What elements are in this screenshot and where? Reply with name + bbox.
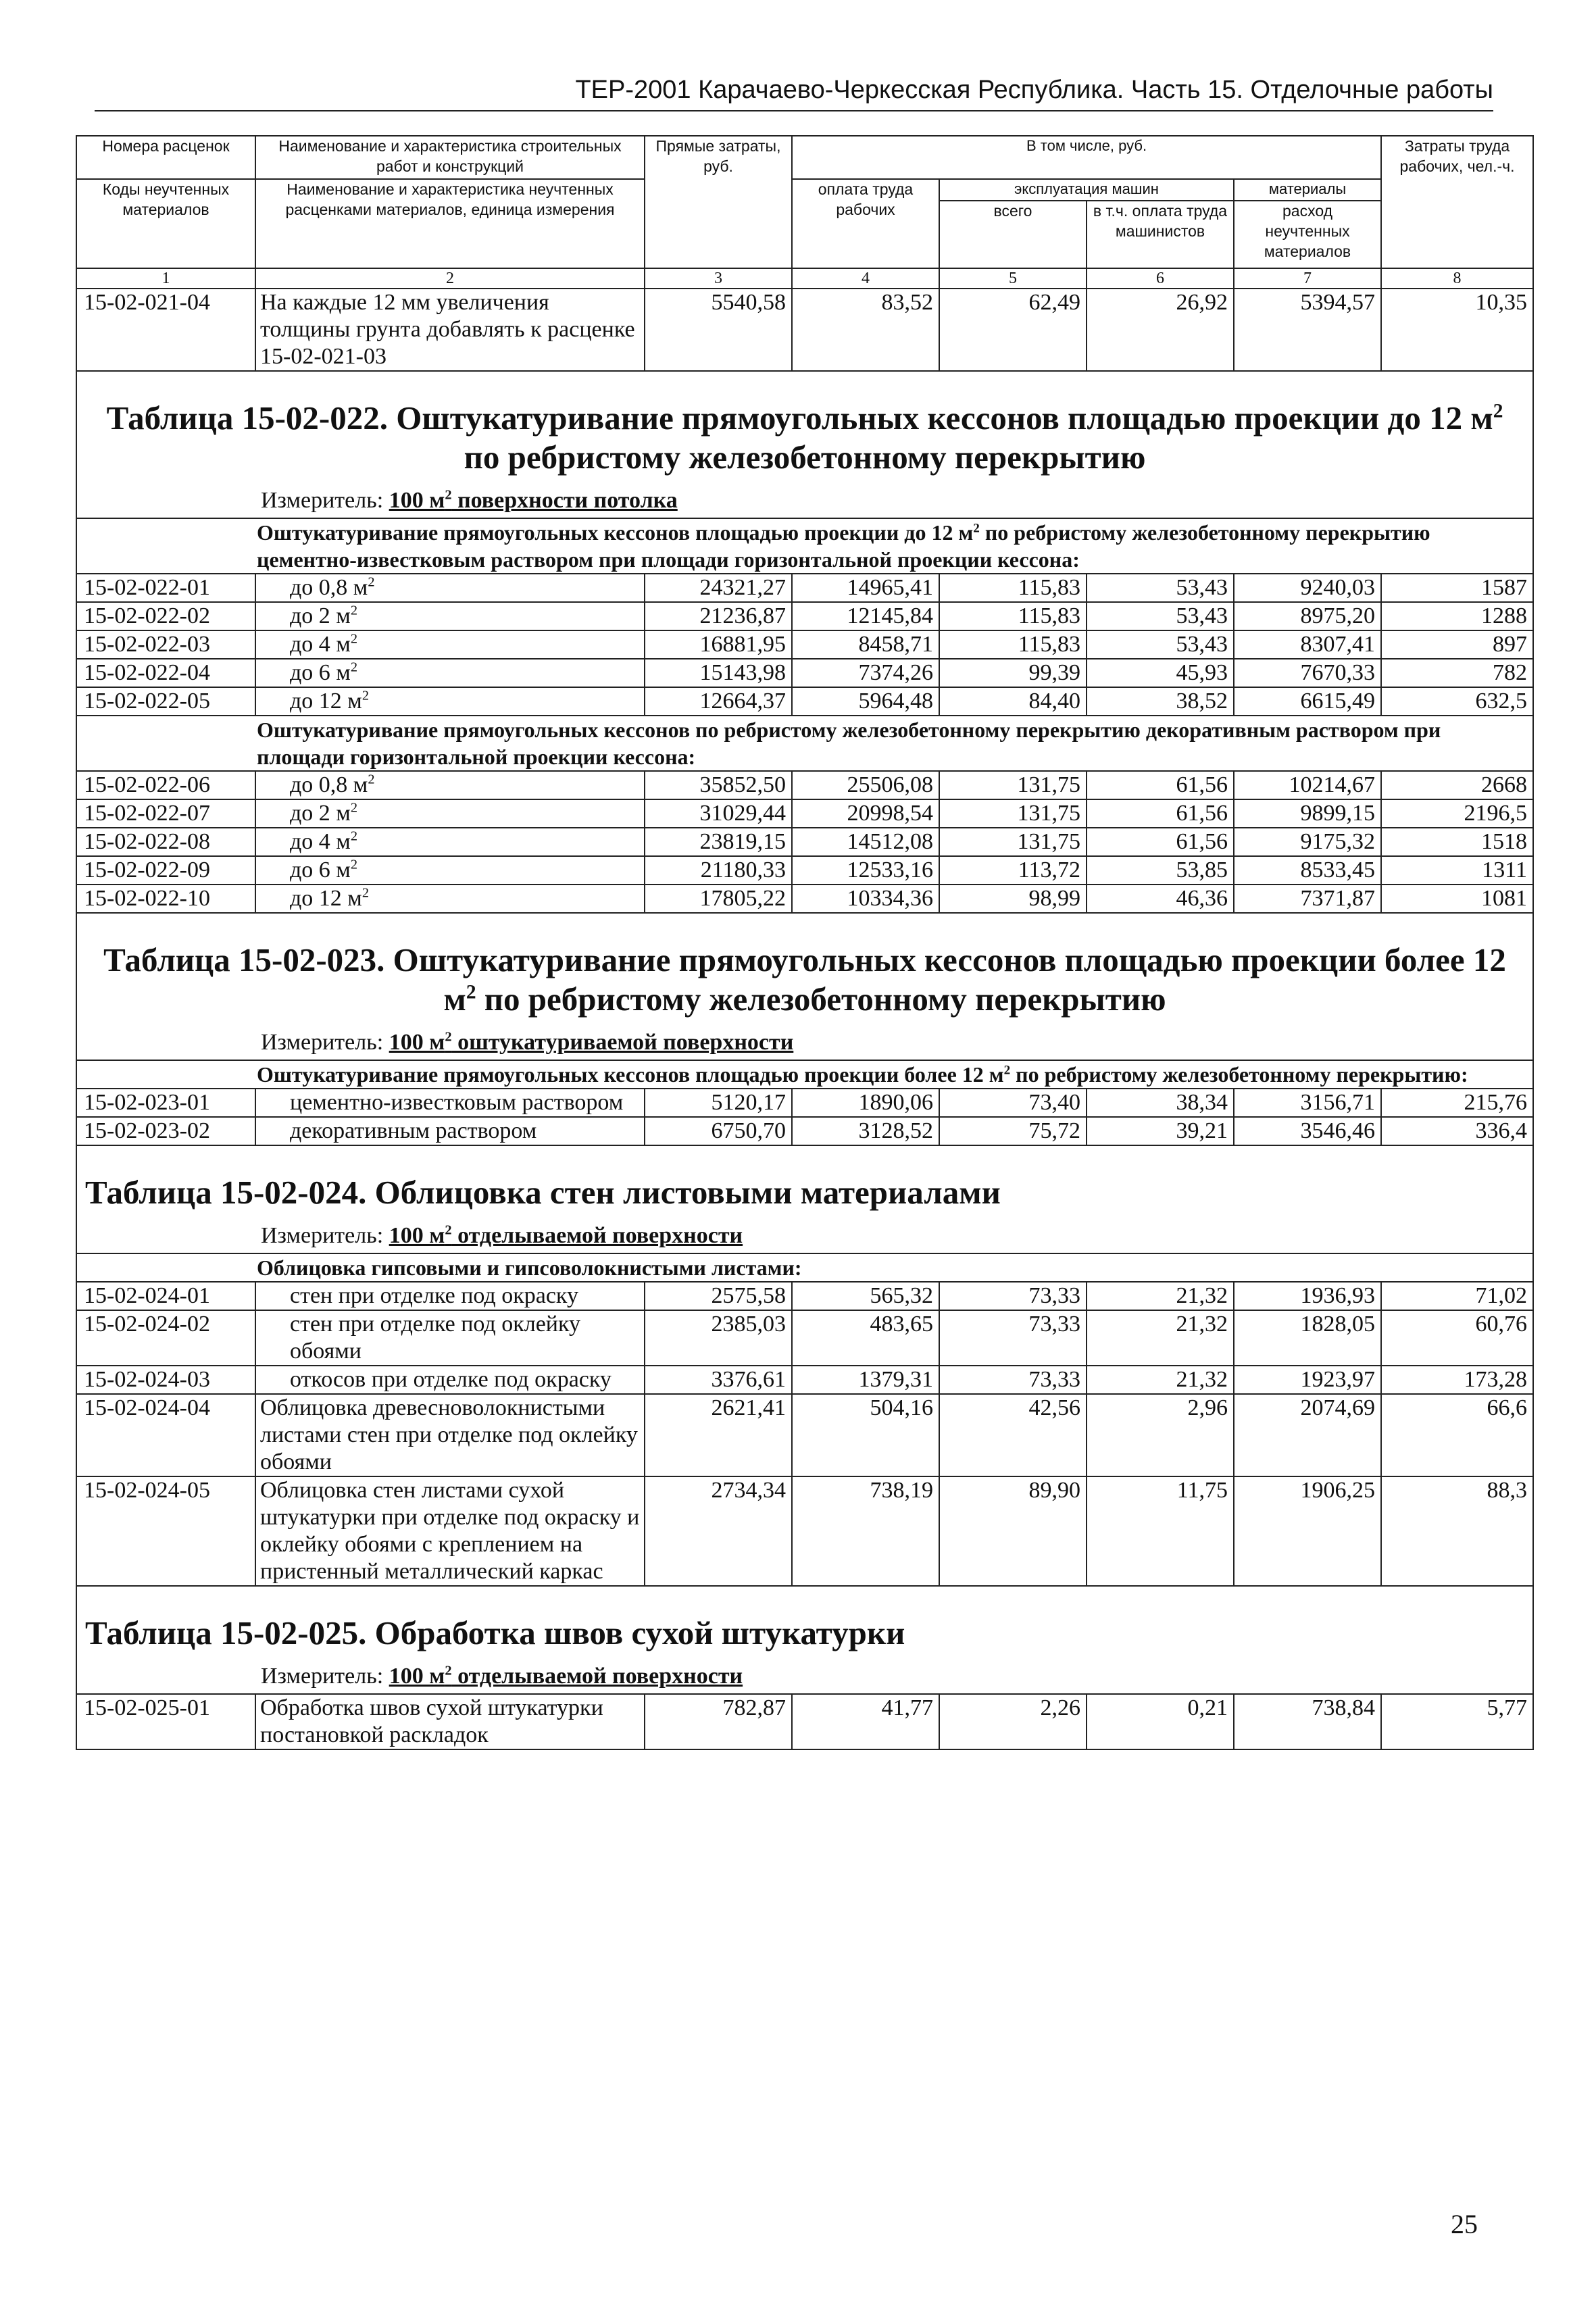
rate-code: 15-02-025-01 xyxy=(76,1694,255,1749)
section-heading-row xyxy=(76,518,1533,574)
rate-code: 15-02-024-02 xyxy=(76,1310,255,1366)
wages: 1379,31 xyxy=(792,1366,939,1394)
col-codes-header: Номера расценок xyxy=(76,136,255,179)
machines-total: 115,83 xyxy=(939,602,1087,630)
machines-wages: 38,52 xyxy=(1087,687,1234,716)
table-title: Таблица 15-02-023. Оштукатуривание прямоугольных кессонов площадью проекции более 12 $м^2$ по ребристому железобетонному перекрытию xyxy=(103,941,1506,1018)
wages: 14512,08 xyxy=(792,828,939,856)
rate-code: 15-02-022-07 xyxy=(76,799,255,828)
labor: 1081 xyxy=(1381,885,1533,913)
rate-code: 15-02-022-09 xyxy=(76,856,255,885)
machines-total: 115,83 xyxy=(939,630,1087,659)
table-title-row xyxy=(76,371,1533,518)
rate-code: 15-02-024-04 xyxy=(76,1394,255,1476)
materials: 1923,97 xyxy=(1234,1366,1381,1394)
labor: 1288 xyxy=(1381,602,1533,630)
col-num: 1 xyxy=(76,268,255,289)
rate-code: 15-02-023-01 xyxy=(76,1089,255,1117)
machines-wages: 61,56 xyxy=(1087,799,1234,828)
rate-name: до 12 $м^2$ xyxy=(255,885,645,913)
table-title-cell xyxy=(76,1586,1533,1694)
labor: 897 xyxy=(1381,630,1533,659)
rate-code: 15-02-022-02 xyxy=(76,602,255,630)
table-row xyxy=(76,1089,1533,1117)
rate-code: 15-02-022-01 xyxy=(76,574,255,602)
labor: 71,02 xyxy=(1381,1282,1533,1310)
machines-wages: 39,21 xyxy=(1087,1117,1234,1145)
direct-costs: 2385,03 xyxy=(645,1310,792,1366)
rate-name: до 6 $м^2$ xyxy=(255,856,645,885)
direct-costs: 35852,50 xyxy=(645,771,792,799)
table-row xyxy=(76,1476,1533,1586)
machines-wages: 26,92 xyxy=(1087,289,1234,371)
table-title-row xyxy=(76,1145,1533,1253)
machines-total: 115,83 xyxy=(939,574,1087,602)
section-heading: Оштукатуривание прямоугольных кессонов по ребристому железобетонному перекрытию декоративным раствором при площади горизонтальной проекции кессона: xyxy=(76,716,1533,771)
direct-costs: 5120,17 xyxy=(645,1089,792,1117)
table-row xyxy=(76,828,1533,856)
section-heading: Оштукатуривание прямоугольных кессонов площадью проекции до 12 $м^2$ по ребристому железобетонному перекрытию цементно-известковым раствором при площади горизонтальной проекции кессона: xyxy=(76,518,1533,574)
wages: 8458,71 xyxy=(792,630,939,659)
col-materials-codes-header: Коды неучтенных материалов xyxy=(76,179,255,268)
wages: 14965,41 xyxy=(792,574,939,602)
direct-costs: 2575,58 xyxy=(645,1282,792,1310)
wages: 41,77 xyxy=(792,1694,939,1749)
rate-code: 15-02-024-03 xyxy=(76,1366,255,1394)
direct-costs: 12664,37 xyxy=(645,687,792,716)
col-labor-header: Затраты труда рабочих, чел.-ч. xyxy=(1381,136,1533,268)
col-num: 6 xyxy=(1087,268,1234,289)
machines-wages: 0,21 xyxy=(1087,1694,1234,1749)
direct-costs: 31029,44 xyxy=(645,799,792,828)
col-materials-sub-header: расход неучтенных материалов xyxy=(1234,201,1381,268)
table-title: Таблица 15-02-024. Облицовка стен листовыми материалами xyxy=(85,1174,1001,1211)
machines-wages: 53,85 xyxy=(1087,856,1234,885)
rate-name: Обработка швов сухой штукатурки постановкой раскладок xyxy=(255,1694,645,1749)
machines-total: 73,33 xyxy=(939,1310,1087,1366)
table-title-cell xyxy=(76,1145,1533,1253)
rate-name: стен при отделке под окраску xyxy=(255,1282,645,1310)
rate-name: стен при отделке под оклейку обоями xyxy=(255,1310,645,1366)
direct-costs: 6750,70 xyxy=(645,1117,792,1145)
table-row xyxy=(76,289,1533,371)
rate-code: 15-02-022-06 xyxy=(76,771,255,799)
rate-name: до 0,8 $м^2$ xyxy=(255,574,645,602)
wages: 83,52 xyxy=(792,289,939,371)
machines-total: 73,33 xyxy=(939,1282,1087,1310)
rate-name: до 4 $м^2$ xyxy=(255,630,645,659)
measure-label: Измеритель: xyxy=(261,1223,389,1248)
direct-costs: 15143,98 xyxy=(645,659,792,687)
labor: 1311 xyxy=(1381,856,1533,885)
materials: 10214,67 xyxy=(1234,771,1381,799)
table-row xyxy=(76,1310,1533,1366)
machines-total: 131,75 xyxy=(939,799,1087,828)
measure-label: Измеритель: xyxy=(261,488,389,513)
wages: 3128,52 xyxy=(792,1117,939,1145)
labor: 88,3 xyxy=(1381,1476,1533,1586)
rate-code: 15-02-021-04 xyxy=(76,289,255,371)
wages: 1890,06 xyxy=(792,1089,939,1117)
rate-name: Облицовка древесноволокнистыми листами стен при отделке под оклейку обоями xyxy=(255,1394,645,1476)
machines-total: 42,56 xyxy=(939,1394,1087,1476)
rates-table xyxy=(76,135,1534,1750)
col-name-header: Наименование и характеристика строительных работ и конструкций xyxy=(255,136,645,179)
direct-costs: 16881,95 xyxy=(645,630,792,659)
col-num: 7 xyxy=(1234,268,1381,289)
rate-code: 15-02-022-05 xyxy=(76,687,255,716)
labor: 10,35 xyxy=(1381,289,1533,371)
col-num: 8 xyxy=(1381,268,1533,289)
col-num: 2 xyxy=(255,268,645,289)
wages: 10334,36 xyxy=(792,885,939,913)
measure-line xyxy=(81,1222,1528,1253)
direct-costs: 2734,34 xyxy=(645,1476,792,1586)
direct-costs: 17805,22 xyxy=(645,885,792,913)
direct-costs: 21180,33 xyxy=(645,856,792,885)
measure-value: 100 $м^2$ отделываемой поверхности xyxy=(389,1222,743,1248)
machines-total: 73,40 xyxy=(939,1089,1087,1117)
table-row xyxy=(76,574,1533,602)
direct-costs: 23819,15 xyxy=(645,828,792,856)
labor: 1518 xyxy=(1381,828,1533,856)
table-title-cell xyxy=(76,371,1533,518)
measure-value: 100 $м^2$ отделываемой поверхности xyxy=(389,1663,743,1689)
col-materials-header: материалы xyxy=(1234,179,1381,201)
rate-name: до 4 $м^2$ xyxy=(255,828,645,856)
machines-wages: 11,75 xyxy=(1087,1476,1234,1586)
table-title: Таблица 15-02-025. Обработка швов сухой штукатурки xyxy=(85,1614,905,1651)
rate-code: 15-02-022-03 xyxy=(76,630,255,659)
machines-wages: 46,36 xyxy=(1087,885,1234,913)
col-machines-wages-header: в т.ч. оплата труда машинистов xyxy=(1087,201,1234,268)
machines-total: 62,49 xyxy=(939,289,1087,371)
measure-line xyxy=(81,1028,1528,1060)
table-title: Таблица 15-02-022. Оштукатуривание прямоугольных кессонов площадью проекции до 12 $м^2$ по ребристому железобетонному перекрытию xyxy=(106,399,1503,476)
machines-total: 89,90 xyxy=(939,1476,1087,1586)
materials: 738,84 xyxy=(1234,1694,1381,1749)
machines-wages: 2,96 xyxy=(1087,1394,1234,1476)
wages: 12533,16 xyxy=(792,856,939,885)
table-row xyxy=(76,771,1533,799)
rate-code: 15-02-024-01 xyxy=(76,1282,255,1310)
rate-name: до 12 $м^2$ xyxy=(255,687,645,716)
col-num: 4 xyxy=(792,268,939,289)
rate-name: декоративным раствором xyxy=(255,1117,645,1145)
labor: 215,76 xyxy=(1381,1089,1533,1117)
wages: 483,65 xyxy=(792,1310,939,1366)
measure-value: 100 $м^2$ поверхности потолка xyxy=(389,487,678,513)
machines-total: 131,75 xyxy=(939,828,1087,856)
wages: 7374,26 xyxy=(792,659,939,687)
materials: 8307,41 xyxy=(1234,630,1381,659)
materials: 3156,71 xyxy=(1234,1089,1381,1117)
machines-wages: 21,32 xyxy=(1087,1366,1234,1394)
machines-total: 113,72 xyxy=(939,856,1087,885)
machines-wages: 38,34 xyxy=(1087,1089,1234,1117)
column-numbers-row xyxy=(76,268,1533,289)
page-header: ТЕР-2001 Карачаево-Черкесская Республика. Часть 15. Отделочные работы xyxy=(95,76,1493,111)
section-heading-row xyxy=(76,716,1533,771)
machines-total: 2,26 xyxy=(939,1694,1087,1749)
table-row xyxy=(76,687,1533,716)
machines-total: 98,99 xyxy=(939,885,1087,913)
rate-name: до 6 $м^2$ xyxy=(255,659,645,687)
machines-wages: 53,43 xyxy=(1087,630,1234,659)
rate-code: 15-02-022-04 xyxy=(76,659,255,687)
wages: 20998,54 xyxy=(792,799,939,828)
machines-wages: 53,43 xyxy=(1087,574,1234,602)
rate-code: 15-02-022-10 xyxy=(76,885,255,913)
col-direct-costs-header: Прямые затраты, руб. xyxy=(645,136,792,268)
materials: 2074,69 xyxy=(1234,1394,1381,1476)
wages: 565,32 xyxy=(792,1282,939,1310)
table-row xyxy=(76,1282,1533,1310)
labor: 632,5 xyxy=(1381,687,1533,716)
table-row xyxy=(76,1694,1533,1749)
table-row xyxy=(76,602,1533,630)
measure-label: Измеритель: xyxy=(261,1030,389,1055)
rate-name: На каждые 12 мм увеличения толщины грунта добавлять к расценке 15-02-021-03 xyxy=(255,289,645,371)
col-machines-total-header: всего xyxy=(939,201,1087,268)
col-num: 3 xyxy=(645,268,792,289)
rate-code: 15-02-023-02 xyxy=(76,1117,255,1145)
materials: 9899,15 xyxy=(1234,799,1381,828)
measure-label: Измеритель: xyxy=(261,1664,389,1689)
direct-costs: 24321,27 xyxy=(645,574,792,602)
rate-name: цементно-известковым раствором xyxy=(255,1089,645,1117)
section-heading-row xyxy=(76,1060,1533,1089)
wages: 738,19 xyxy=(792,1476,939,1586)
table-title-cell xyxy=(76,913,1533,1060)
machines-total: 99,39 xyxy=(939,659,1087,687)
table-row xyxy=(76,1394,1533,1476)
table-title-row xyxy=(76,913,1533,1060)
machines-total: 131,75 xyxy=(939,771,1087,799)
labor: 2668 xyxy=(1381,771,1533,799)
table-row xyxy=(76,1117,1533,1145)
materials: 1828,05 xyxy=(1234,1310,1381,1366)
rate-name: до 2 $м^2$ xyxy=(255,799,645,828)
section-heading: Облицовка гипсовыми и гипсоволокнистыми листами: xyxy=(76,1253,1533,1282)
table-title-row xyxy=(76,1586,1533,1694)
direct-costs: 782,87 xyxy=(645,1694,792,1749)
materials: 7371,87 xyxy=(1234,885,1381,913)
materials: 9240,03 xyxy=(1234,574,1381,602)
machines-wages: 53,43 xyxy=(1087,602,1234,630)
wages: 12145,84 xyxy=(792,602,939,630)
measure-line xyxy=(81,487,1528,518)
col-num: 5 xyxy=(939,268,1087,289)
rate-name: до 2 $м^2$ xyxy=(255,602,645,630)
measure-value: 100 $м^2$ оштукатуриваемой поверхности xyxy=(389,1029,794,1055)
labor: 2196,5 xyxy=(1381,799,1533,828)
rate-code: 15-02-024-05 xyxy=(76,1476,255,1586)
section-heading-row xyxy=(76,1253,1533,1282)
labor: 66,6 xyxy=(1381,1394,1533,1476)
direct-costs: 2621,41 xyxy=(645,1394,792,1476)
machines-total: 73,33 xyxy=(939,1366,1087,1394)
wages: 5964,48 xyxy=(792,687,939,716)
machines-wages: 61,56 xyxy=(1087,828,1234,856)
labor: 336,4 xyxy=(1381,1117,1533,1145)
materials: 1906,25 xyxy=(1234,1476,1381,1586)
table-row xyxy=(76,659,1533,687)
machines-total: 84,40 xyxy=(939,687,1087,716)
materials: 8975,20 xyxy=(1234,602,1381,630)
col-machines-header: эксплуатация машин xyxy=(939,179,1234,201)
machines-total: 75,72 xyxy=(939,1117,1087,1145)
direct-costs: 21236,87 xyxy=(645,602,792,630)
direct-costs: 5540,58 xyxy=(645,289,792,371)
table-header xyxy=(76,136,1533,268)
rate-name: до 0,8 $м^2$ xyxy=(255,771,645,799)
labor: 173,28 xyxy=(1381,1366,1533,1394)
materials: 1936,93 xyxy=(1234,1282,1381,1310)
rate-code: 15-02-022-08 xyxy=(76,828,255,856)
col-wages-header: оплата труда рабочих xyxy=(792,179,939,268)
table-row xyxy=(76,856,1533,885)
machines-wages: 21,32 xyxy=(1087,1310,1234,1366)
rate-name: откосов при отделке под окраску xyxy=(255,1366,645,1394)
measure-line xyxy=(81,1662,1528,1693)
materials: 5394,57 xyxy=(1234,289,1381,371)
labor: 1587 xyxy=(1381,574,1533,602)
table-row xyxy=(76,885,1533,913)
col-materials-name-header: Наименование и характеристика неучтенных расценками материалов, единица измерения xyxy=(255,179,645,268)
incl-header: В том числе, руб. xyxy=(792,136,1381,179)
materials: 6615,49 xyxy=(1234,687,1381,716)
table-row xyxy=(76,799,1533,828)
labor: 782 xyxy=(1381,659,1533,687)
machines-wages: 61,56 xyxy=(1087,771,1234,799)
materials: 7670,33 xyxy=(1234,659,1381,687)
wages: 25506,08 xyxy=(792,771,939,799)
materials: 8533,45 xyxy=(1234,856,1381,885)
materials: 9175,32 xyxy=(1234,828,1381,856)
machines-wages: 45,93 xyxy=(1087,659,1234,687)
page-number: 25 xyxy=(1451,2209,1478,2239)
section-heading: Оштукатуривание прямоугольных кессонов площадью проекции более 12 $м^2$ по ребристому железобетонному перекрытию: xyxy=(76,1060,1533,1089)
table-row xyxy=(76,630,1533,659)
rate-name: Облицовка стен листами сухой штукатурки при отделке под окраску и оклейку обоями с креплением на пристенный металлический каркас xyxy=(255,1476,645,1586)
materials: 3546,46 xyxy=(1234,1117,1381,1145)
labor: 5,77 xyxy=(1381,1694,1533,1749)
table-row xyxy=(76,1366,1533,1394)
wages: 504,16 xyxy=(792,1394,939,1476)
direct-costs: 3376,61 xyxy=(645,1366,792,1394)
labor: 60,76 xyxy=(1381,1310,1533,1366)
machines-wages: 21,32 xyxy=(1087,1282,1234,1310)
